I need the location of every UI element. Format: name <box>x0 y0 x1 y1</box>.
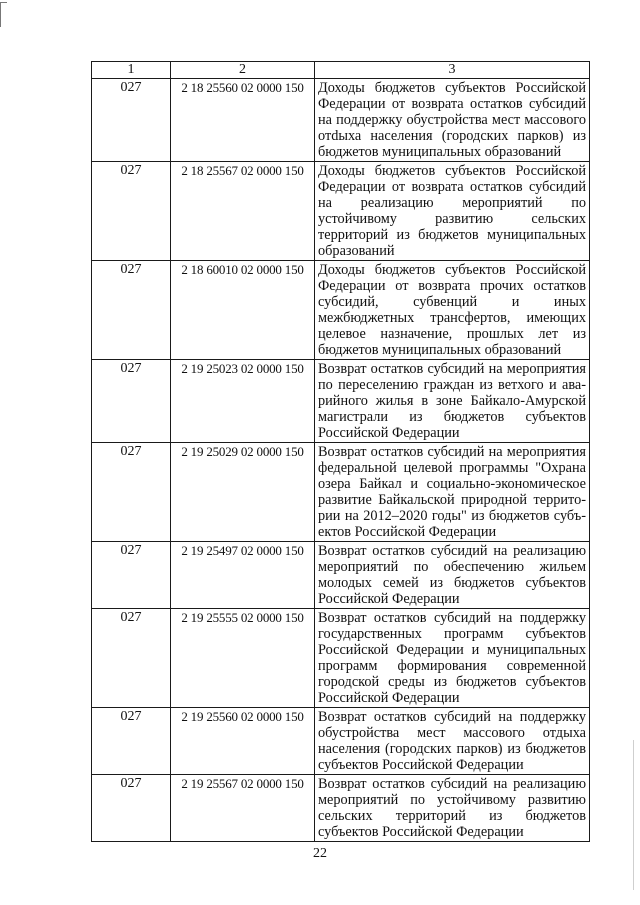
scan-edge-line <box>633 740 634 890</box>
description-cell: Возврат остатков субсидий на поддержку обустройства мест массового отдыха населения (городских парков) из бюджетов субъектов Российской Федерации <box>315 708 590 775</box>
table-row <box>92 360 590 443</box>
budget-code-cell: 2 19 25567 02 0000 150 <box>171 775 315 842</box>
admin-code-cell: 027 <box>92 360 171 443</box>
table-row <box>92 261 590 360</box>
column-header-3: 3 <box>315 62 590 79</box>
admin-code-cell: 027 <box>92 162 171 261</box>
table-row <box>92 542 590 609</box>
description-cell: Возврат остатков субсидий на мероприятия по переселению граждан из ветхого и аварийного жилья в зоне Байкало-Амурской магистрали из бюджетов субъектов Российской Федерации <box>315 360 590 443</box>
table-row <box>92 79 590 162</box>
description-cell: Возврат остатков субсидий на поддержку государственных программ субъектов Российской Федерации и муниципальных программ формирования современной городской среды из бюджетов субъектов Российской Федерации <box>315 609 590 708</box>
admin-code-cell: 027 <box>92 775 171 842</box>
page-number: 22 <box>313 846 327 861</box>
table-row <box>92 775 590 842</box>
column-header-1: 1 <box>92 62 171 79</box>
admin-code-cell: 027 <box>92 79 171 162</box>
table-header-row <box>92 62 590 79</box>
budget-code-cell: 2 19 25560 02 0000 150 <box>171 708 315 775</box>
description-cell: Доходы бюджетов субъектов Российской Федерации от возврата остатков субсидий на поддержку обустройства мест массового отdыха населения (городских парков) из бюджетов муниципальных образований <box>315 79 590 162</box>
budget-code-cell: 2 19 25497 02 0000 150 <box>171 542 315 609</box>
column-header-2: 2 <box>171 62 315 79</box>
table-row <box>92 162 590 261</box>
description-cell: Возврат остатков субсидий на реализацию мероприятий по устойчивому развитию сельских территорий из бюджетов субъектов Российской Федерации <box>315 775 590 842</box>
budget-codes-table <box>91 61 590 842</box>
description-cell: Возврат остатков субсидий на мероприятия федеральной целевой программы "Охрана озера Байкал и социально-экономическое развитие Байкальской природной территории на 2012–2020 годы" из бюджетов субъектов Российской Федерации <box>315 443 590 542</box>
budget-code-cell: 2 18 25567 02 0000 150 <box>171 162 315 261</box>
admin-code-cell: 027 <box>92 443 171 542</box>
admin-code-cell: 027 <box>92 542 171 609</box>
table-row <box>92 708 590 775</box>
scan-edge-mark <box>0 2 7 27</box>
admin-code-cell: 027 <box>92 261 171 360</box>
budget-code-cell: 2 19 25023 02 0000 150 <box>171 360 315 443</box>
description-cell: Доходы бюджетов субъектов Российской Федерации от возврата прочих остатков субсидий, субвенций и иных межбюджетных трансфертов, имеющих целевое назначение, прошлых лет из бюджетов муниципальных образований <box>315 261 590 360</box>
admin-code-cell: 027 <box>92 609 171 708</box>
budget-code-cell: 2 18 60010 02 0000 150 <box>171 261 315 360</box>
budget-code-cell: 2 19 25555 02 0000 150 <box>171 609 315 708</box>
budget-code-cell: 2 18 25560 02 0000 150 <box>171 79 315 162</box>
description-cell: Возврат остатков субсидий на реализацию мероприятий по обеспечению жильем молодых семей из бюджетов субъектов Российской Федерации <box>315 542 590 609</box>
admin-code-cell: 027 <box>92 708 171 775</box>
table-row <box>92 609 590 708</box>
budget-code-cell: 2 19 25029 02 0000 150 <box>171 443 315 542</box>
table-row <box>92 443 590 542</box>
description-cell: Доходы бюджетов субъектов Российской Федерации от возврата остатков субсидий на реализацию мероприятий по устойчивому развитию сельских территорий из бюджетов муниципальных образований <box>315 162 590 261</box>
